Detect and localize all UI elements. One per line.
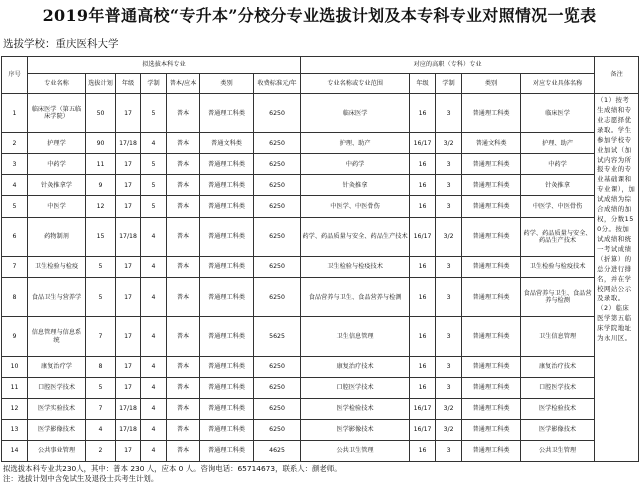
college-category-cell: 普通文科类	[462, 133, 521, 154]
college-years-cell: 3/2	[436, 217, 462, 256]
plan-count-cell: 15	[86, 217, 116, 256]
college-major-cell: 卫生信息管理	[301, 317, 410, 356]
category-cell: 普通理工科类	[200, 154, 254, 175]
row-seq-cell: 12	[2, 398, 28, 419]
college-years-cell: 3	[436, 256, 462, 277]
college-grade-cell: 16	[410, 196, 436, 217]
major-name-cell: 康复治疗学	[28, 356, 86, 377]
header-college-grade: 年级	[410, 74, 436, 94]
college-category-cell: 普通理工科类	[462, 154, 521, 175]
row-seq-cell: 3	[2, 154, 28, 175]
category-cell: 普通理工科类	[200, 440, 254, 461]
header-years: 学制	[141, 74, 167, 94]
college-major-cell: 中医学、中医骨伤	[301, 196, 410, 217]
years-cell: 4	[141, 277, 167, 316]
college-grade-cell: 16	[410, 94, 436, 133]
level-cell: 普本	[167, 256, 200, 277]
major-name-cell: 医学影像技术	[28, 419, 86, 440]
years-cell: 5	[141, 94, 167, 133]
college-specific-cell: 口腔医学技术	[521, 377, 595, 398]
years-cell: 5	[141, 154, 167, 175]
header-college-category: 类别	[462, 74, 521, 94]
plan-count-cell: 90	[86, 133, 116, 154]
fee-cell: 6250	[254, 217, 301, 256]
category-cell: 普通理工科类	[200, 175, 254, 196]
table-row	[2, 154, 639, 175]
plan-count-cell: 7	[86, 317, 116, 356]
fee-cell: 6250	[254, 277, 301, 316]
remarks-cell: （1）按考生成绩和专业志愿择优录取。学生参加学校专业加试（加试内容为所报专业的专业基础课和专业课），加试成绩为综合成绩的加权，分数150分。按加试成绩和统一考试成绩（折算）的总分进行排名，并在学校网站公示及录取。（2）临床医学第五临床学院地址为永川区。	[595, 94, 639, 462]
college-specific-cell: 护理、助产	[521, 133, 595, 154]
plan-count-cell: 12	[86, 196, 116, 217]
college-category-cell: 普通理工科类	[462, 440, 521, 461]
college-specific-cell: 卫生信息管理	[521, 317, 595, 356]
college-grade-cell: 16	[410, 154, 436, 175]
row-seq-cell: 4	[2, 175, 28, 196]
college-category-cell: 普通理工科类	[462, 94, 521, 133]
header-fee: 收费标准元/年	[254, 74, 301, 94]
table-row	[2, 94, 639, 133]
years-cell: 4	[141, 256, 167, 277]
college-years-cell: 3	[436, 175, 462, 196]
major-name-cell: 信息管理与信息系统	[28, 317, 86, 356]
level-cell: 普本	[167, 94, 200, 133]
fee-cell: 6250	[254, 133, 301, 154]
years-cell: 4	[141, 377, 167, 398]
college-specific-cell: 公共卫生管理	[521, 440, 595, 461]
header-college-years: 学制	[436, 74, 462, 94]
fee-cell: 5625	[254, 317, 301, 356]
college-years-cell: 3	[436, 356, 462, 377]
header-bachelor-group: 拟选拔本科专业	[28, 57, 301, 74]
college-major-cell: 食品营养与卫生、食品营养与检测	[301, 277, 410, 316]
college-years-cell: 3/2	[436, 133, 462, 154]
header-remarks: 备注	[595, 57, 639, 94]
plan-count-cell: 5	[86, 377, 116, 398]
level-cell: 普本	[167, 175, 200, 196]
category-cell: 普通理工科类	[200, 217, 254, 256]
college-major-cell: 医学检验技术	[301, 398, 410, 419]
grade-cell: 17/18	[116, 217, 141, 256]
header-college-specific: 对应专业具体名称	[521, 74, 595, 94]
page-title: 2019年普通高校“专升本”分校分专业选拔计划及本专科专业对照情况一览表	[42, 6, 597, 25]
table-row	[2, 196, 639, 217]
level-cell: 普本	[167, 398, 200, 419]
college-grade-cell: 16	[410, 440, 436, 461]
header-category: 类别	[200, 74, 254, 94]
college-specific-cell: 康复治疗技术	[521, 356, 595, 377]
college-years-cell: 3	[436, 317, 462, 356]
level-cell: 普本	[167, 317, 200, 356]
major-name-cell: 食品卫生与营养学	[28, 277, 86, 316]
category-cell: 普通理工科类	[200, 277, 254, 316]
major-name-cell: 针灸推拿学	[28, 175, 86, 196]
row-seq-cell: 6	[2, 217, 28, 256]
header-college-group: 对应的高职（专科）专业	[301, 57, 595, 74]
category-cell: 普通理工科类	[200, 419, 254, 440]
major-name-cell: 医学实验技术	[28, 398, 86, 419]
grade-cell: 17	[116, 377, 141, 398]
college-grade-cell: 16	[410, 356, 436, 377]
header-seq: 序号	[2, 57, 28, 94]
college-grade-cell: 16	[410, 175, 436, 196]
major-name-cell: 口腔医学技术	[28, 377, 86, 398]
college-category-cell: 普通理工科类	[462, 217, 521, 256]
college-category-cell: 普通理工科类	[462, 377, 521, 398]
college-years-cell: 3	[436, 196, 462, 217]
college-category-cell: 普通理工科类	[462, 277, 521, 316]
years-cell: 4	[141, 317, 167, 356]
grade-cell: 17/18	[116, 133, 141, 154]
selecting-school: 选拔学校：重庆医科大学	[3, 38, 119, 50]
grade-cell: 17/18	[116, 398, 141, 419]
major-name-cell: 中医学	[28, 196, 86, 217]
college-category-cell: 普通理工科类	[462, 196, 521, 217]
college-grade-cell: 16	[410, 317, 436, 356]
row-seq-cell: 7	[2, 256, 28, 277]
plan-count-cell: 8	[86, 356, 116, 377]
major-name-cell: 公共事业管理	[28, 440, 86, 461]
fee-cell: 6250	[254, 356, 301, 377]
college-specific-cell: 针灸推拿	[521, 175, 595, 196]
years-cell: 5	[141, 175, 167, 196]
college-major-cell: 针灸推拿	[301, 175, 410, 196]
row-seq-cell: 13	[2, 419, 28, 440]
row-seq-cell: 9	[2, 317, 28, 356]
plan-table	[1, 56, 639, 462]
level-cell: 普本	[167, 133, 200, 154]
college-specific-cell: 临床医学	[521, 94, 595, 133]
category-cell: 普通理工科类	[200, 398, 254, 419]
years-cell: 4	[141, 356, 167, 377]
college-years-cell: 3	[436, 277, 462, 316]
college-specific-cell: 药学、药品质量与安全、药品生产技术	[521, 217, 595, 256]
level-cell: 普本	[167, 377, 200, 398]
plan-count-cell: 5	[86, 277, 116, 316]
grade-cell: 17	[116, 256, 141, 277]
years-cell: 4	[141, 217, 167, 256]
header-college-major: 专业名称或专业范围	[301, 74, 410, 94]
college-years-cell: 3	[436, 440, 462, 461]
level-cell: 普本	[167, 440, 200, 461]
header-grade: 年级	[116, 74, 141, 94]
years-cell: 4	[141, 398, 167, 419]
college-major-cell: 卫生检验与检疫技术	[301, 256, 410, 277]
header-major: 专业名称	[28, 74, 86, 94]
footer-summary: 拟选拔本科专业共230人，其中：普本 230 人，应本 0 人。咨询电话：65714673，联系人：颜老师。	[3, 464, 342, 473]
plan-count-cell: 2	[86, 440, 116, 461]
row-seq-cell: 1	[2, 94, 28, 133]
table-row	[2, 377, 639, 398]
header-plan: 选拔计划	[86, 74, 116, 94]
table-row	[2, 277, 639, 316]
college-years-cell: 3/2	[436, 419, 462, 440]
grade-cell: 17	[116, 175, 141, 196]
college-category-cell: 普通理工科类	[462, 256, 521, 277]
table-row	[2, 217, 639, 256]
category-cell: 普通理工科类	[200, 377, 254, 398]
major-name-cell: 护理学	[28, 133, 86, 154]
category-cell: 普通理工科类	[200, 94, 254, 133]
fee-cell: 4625	[254, 440, 301, 461]
category-cell: 普通理工科类	[200, 196, 254, 217]
college-grade-cell: 16	[410, 277, 436, 316]
level-cell: 普本	[167, 277, 200, 316]
table-row	[2, 256, 639, 277]
plan-count-cell: 7	[86, 398, 116, 419]
college-years-cell: 3	[436, 377, 462, 398]
college-grade-cell: 16	[410, 256, 436, 277]
category-cell: 普通理工科类	[200, 317, 254, 356]
table-row	[2, 133, 639, 154]
college-grade-cell: 16/17	[410, 398, 436, 419]
college-category-cell: 普通理工科类	[462, 398, 521, 419]
category-cell: 普通文科类	[200, 133, 254, 154]
college-specific-cell: 医学影像技术	[521, 419, 595, 440]
row-seq-cell: 14	[2, 440, 28, 461]
college-major-cell: 临床医学	[301, 94, 410, 133]
college-years-cell: 3/2	[436, 398, 462, 419]
table-row	[2, 356, 639, 377]
plan-count-cell: 4	[86, 419, 116, 440]
college-category-cell: 普通理工科类	[462, 317, 521, 356]
college-specific-cell: 食品营养与卫生、食品营养与检测	[521, 277, 595, 316]
college-category-cell: 普通理工科类	[462, 175, 521, 196]
major-name-cell: 药物制剂	[28, 217, 86, 256]
college-grade-cell: 16/17	[410, 419, 436, 440]
footer-note: 注：选拔计划中含免试生及退役士兵考生计划。	[3, 474, 159, 483]
fee-cell: 6250	[254, 398, 301, 419]
level-cell: 普本	[167, 196, 200, 217]
grade-cell: 17	[116, 196, 141, 217]
level-cell: 普本	[167, 419, 200, 440]
table-row	[2, 398, 639, 419]
category-cell: 普通理工科类	[200, 256, 254, 277]
college-major-cell: 医学影像技术	[301, 419, 410, 440]
college-major-cell: 公共卫生管理	[301, 440, 410, 461]
college-specific-cell: 中药学	[521, 154, 595, 175]
fee-cell: 6250	[254, 175, 301, 196]
level-cell: 普本	[167, 154, 200, 175]
header-level: 普本/应本	[167, 74, 200, 94]
fee-cell: 6250	[254, 256, 301, 277]
row-seq-cell: 5	[2, 196, 28, 217]
fee-cell: 6250	[254, 377, 301, 398]
college-major-cell: 康复治疗技术	[301, 356, 410, 377]
college-years-cell: 3	[436, 154, 462, 175]
level-cell: 普本	[167, 217, 200, 256]
plan-count-cell: 5	[86, 256, 116, 277]
grade-cell: 17	[116, 94, 141, 133]
row-seq-cell: 8	[2, 277, 28, 316]
college-grade-cell: 16/17	[410, 217, 436, 256]
grade-cell: 17	[116, 440, 141, 461]
college-grade-cell: 16	[410, 377, 436, 398]
category-cell: 普通理工科类	[200, 356, 254, 377]
fee-cell: 6250	[254, 196, 301, 217]
grade-cell: 17	[116, 277, 141, 316]
table-row	[2, 175, 639, 196]
fee-cell: 6250	[254, 94, 301, 133]
college-major-cell: 护理、助产	[301, 133, 410, 154]
level-cell: 普本	[167, 356, 200, 377]
plan-count-cell: 50	[86, 94, 116, 133]
college-years-cell: 3	[436, 94, 462, 133]
table-row	[2, 317, 639, 356]
major-name-cell: 中药学	[28, 154, 86, 175]
college-grade-cell: 16/17	[410, 133, 436, 154]
grade-cell: 17	[116, 154, 141, 175]
row-seq-cell: 2	[2, 133, 28, 154]
major-name-cell: 卫生检验与检疫	[28, 256, 86, 277]
college-major-cell: 药学、药品质量与安全、药品生产技术	[301, 217, 410, 256]
college-major-cell: 中药学	[301, 154, 410, 175]
college-specific-cell: 中医学、中医骨伤	[521, 196, 595, 217]
college-specific-cell: 医学检验技术	[521, 398, 595, 419]
plan-count-cell: 11	[86, 154, 116, 175]
fee-cell: 6250	[254, 419, 301, 440]
college-category-cell: 普通理工科类	[462, 419, 521, 440]
row-seq-cell: 10	[2, 356, 28, 377]
years-cell: 4	[141, 133, 167, 154]
college-specific-cell: 卫生检验与检疫技术	[521, 256, 595, 277]
grade-cell: 17	[116, 317, 141, 356]
grade-cell: 17	[116, 356, 141, 377]
grade-cell: 17/18	[116, 419, 141, 440]
major-name-cell: 临床医学（第五临床学院）	[28, 94, 86, 133]
college-major-cell: 口腔医学技术	[301, 377, 410, 398]
table-row	[2, 440, 639, 461]
years-cell: 5	[141, 196, 167, 217]
fee-cell: 6250	[254, 154, 301, 175]
years-cell: 4	[141, 419, 167, 440]
table-row	[2, 419, 639, 440]
plan-count-cell: 9	[86, 175, 116, 196]
years-cell: 4	[141, 440, 167, 461]
college-category-cell: 普通理工科类	[462, 356, 521, 377]
row-seq-cell: 11	[2, 377, 28, 398]
